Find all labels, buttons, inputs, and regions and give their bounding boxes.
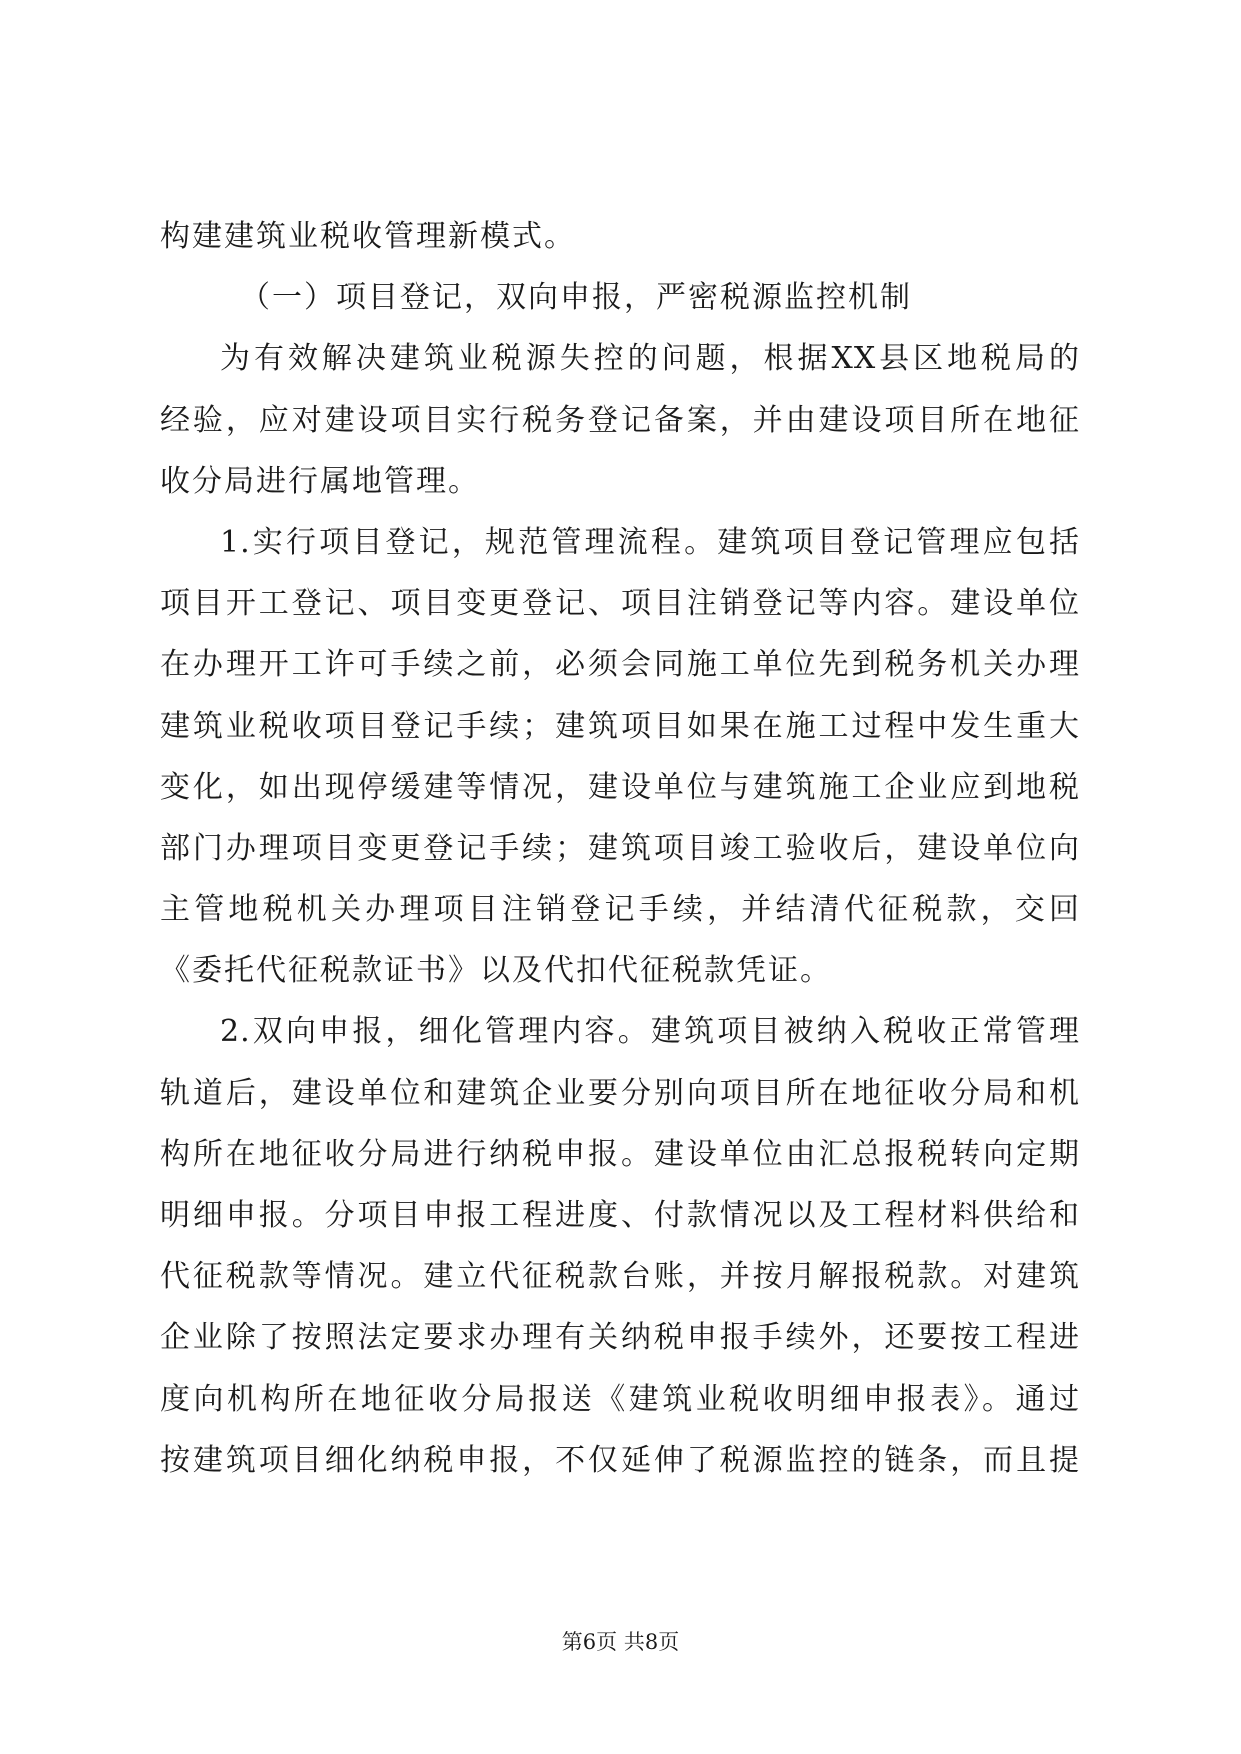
section-heading: （一）项目登记，双向申报，严密税源监控机制 bbox=[240, 280, 912, 316]
text-line: 为有效解决建筑业税源失控的问题，根据XX县区地税局的 bbox=[220, 341, 1080, 377]
page-footer bbox=[0, 1628, 1241, 1656]
text-line: 1.实行项目登记，规范管理流程。建筑项目登记管理应包括 bbox=[220, 524, 1080, 560]
text-line: 度向机构所在地征收分局报送《建筑业税收明细申报表》。通过 bbox=[160, 1381, 1080, 1417]
text-line: 部门办理项目变更登记手续；建筑项目竣工验收后，建设单位向 bbox=[160, 830, 1080, 866]
text-line: 《委托代征税款证书》以及代扣代征税款凭证。 bbox=[160, 953, 832, 989]
text-line: 构建建筑业税收管理新模式。 bbox=[160, 219, 576, 254]
text-line: 收分局进行属地管理。 bbox=[160, 463, 480, 499]
text-line: 建筑业税收项目登记手续；建筑项目如果在施工过程中发生重大 bbox=[160, 708, 1080, 744]
text-line: 轨道后，建设单位和建筑企业要分别向项目所在地征收分局和机 bbox=[160, 1075, 1080, 1111]
text-line: 经验，应对建设项目实行税务登记备案，并由建设项目所在地征 bbox=[160, 402, 1080, 438]
text-line: 变化，如出现停缓建等情况，建设单位与建筑施工企业应到地税 bbox=[160, 769, 1080, 805]
text-line: 明细申报。分项目申报工程进度、付款情况以及工程材料供给和 bbox=[160, 1198, 1080, 1233]
text-line: 按建筑项目细化纳税申报，不仅延伸了税源监控的链条，而且提 bbox=[160, 1442, 1080, 1478]
text-line: 主管地税机关办理项目注销登记手续，并结清代征税款，交回 bbox=[160, 892, 1080, 928]
text-line: 2.双向申报，细化管理内容。建筑项目被纳入税收正常管理 bbox=[220, 1014, 1080, 1050]
text-line: 企业除了按照法定要求办理有关纳税申报手续外，还要按工程进 bbox=[160, 1320, 1080, 1356]
text-line: 构所在地征收分局进行纳税申报。建设单位由汇总报税转向定期 bbox=[160, 1136, 1080, 1172]
document-body bbox=[160, 206, 1080, 1491]
text-line: 在办理开工许可手续之前，必须会同施工单位先到税务机关办理 bbox=[160, 647, 1080, 683]
text-line: 代征税款等情况。建立代征税款台账，并按月解报税款。对建筑 bbox=[160, 1259, 1080, 1295]
text-line: 项目开工登记、项目变更登记、项目注销登记等内容。建设单位 bbox=[160, 586, 1080, 622]
page-number-label: 第6页 共8页 bbox=[561, 1630, 680, 1654]
